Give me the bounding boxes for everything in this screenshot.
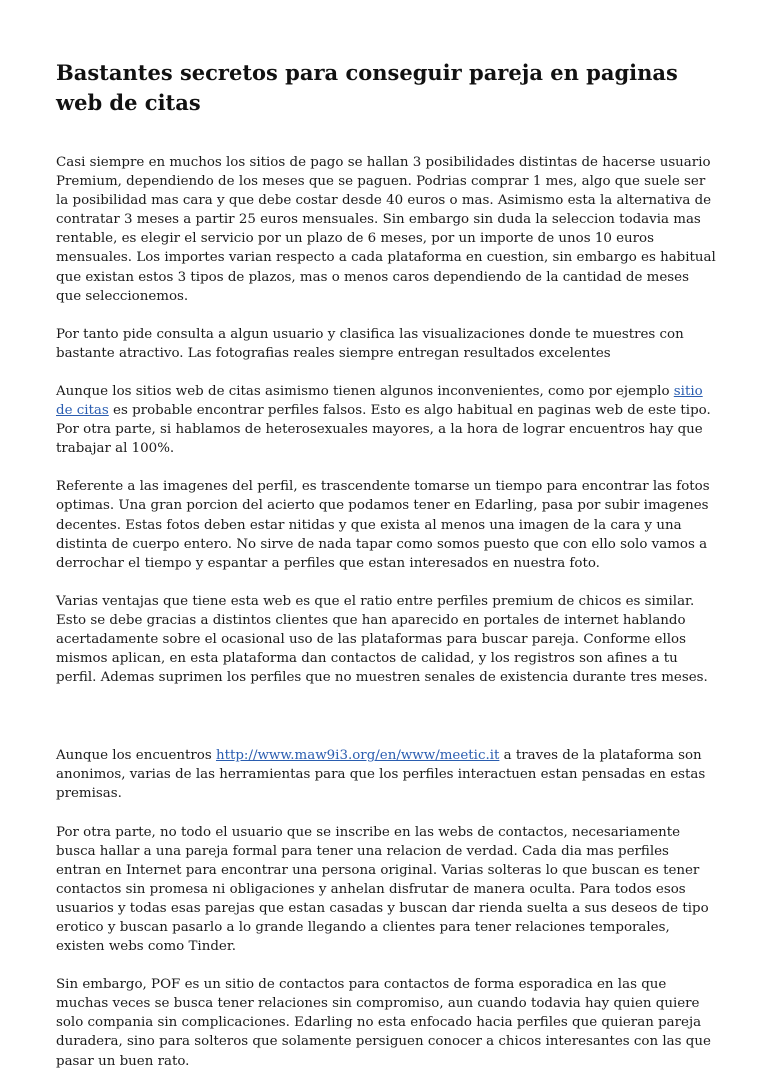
blank-gap (56, 706, 716, 746)
paragraph-1: Casi siempre en muchos los sitios de pago se hallan 3 posibilidades distintas de hacerse usuario Premium, dependiendo de los meses que se paguen. Podrias comprar 1 mes, algo que suele ser la posibilidad mas cara y que debe costar desde 40 euros o mas. Asimismo esta la alternativa de contratar 3 meses a partir 25 euros mensuales. Sin embargo sin duda la seleccion todavia mas rentable, es elegir el servicio por un plazo de 6 meses, por un importe de unos 10 euros mensuales. Los importes varian respecto a cada plataforma en cuestion, sin embargo es habitual que existan estos 3 tipos de plazos, mas o menos caros dependiendo de la cantidad de meses que seleccionemos. (56, 155, 716, 304)
paragraph-5: Varias ventajas que tiene esta web es que el ratio entre perfiles premium de chicos es similar. Esto se debe gracias a distintos clientes que han aparecido en portales de internet hablando acertadamente sobre el ocasional uso de las plataformas para buscar pareja. Conforme ellos mismos aplican, en esta plataforma dan contactos de calidad, y los registros son afines a tu perfil. Ademas suprimen los perfiles que no muestren senales de existencia durante tres meses. (56, 593, 708, 686)
paragraph-6 (56, 746, 716, 803)
paragraph-3 (56, 382, 716, 458)
paragraph-6-text-start: Aunque los encuentros (56, 748, 216, 764)
paragraph-2: Por tanto pide consulta a algun usuario y clasifica las visualizaciones donde te muestres con bastante atractivo. Las fotografias reales siempre entregan resultados excelentes (56, 326, 684, 361)
sitio-de-citas-link[interactable]: sitio de citas (56, 383, 703, 419)
paragraph-6-text-end: a traves de la plataforma son anonimos, varias de las herramientas para que los perfiles interactuen estan pensadas en estas premisas. (56, 748, 706, 802)
paragraph-3-text-start: Aunque los sitios web de citas asimismo tienen algunos inconvenientes, como por ejemplo (56, 383, 674, 399)
meetic-url-link[interactable]: http://www.maw9i3.org/en/www/meetic.it (215, 748, 500, 764)
document-title: Bastantes secretos para conseguir pareja en paginas web de citas (56, 60, 678, 115)
paragraph-7: Por otra parte, no todo el usuario que se inscribe en las webs de contactos, necesariamente busca hallar a una pareja formal para tener una relacion de verdad. Cada dia mas perfiles entran en Internet para encontrar una persona original. Varias solteras lo que buscan es tener contactos sin promesa ni obligaciones y anhelan disfrutar de manera oculta. Para todos esos usuarios y todas esas parejas que estan casadas y buscan dar rienda suelta a sus deseos de tipo erotico y buscan pasarlo a lo grande llegando a clientes para tener relaciones temporales, existen webs como Tinder. (56, 824, 709, 955)
paragraph-3-text-end: es probable encontrar perfiles falsos. Esto es algo habitual en paginas web de este tipo. Por otra parte, si hablamos de heterosexuales mayores, a la hora de lograr encuentros hay que trabajar al 100%. (56, 403, 711, 457)
paragraph-4: Referente a las imagenes del perfil, es trascendente tomarse un tiempo para encontrar las fotos optimas. Una gran porcion del acierto que podamos tener en Edarling, pasa por subir imagenes decentes. Estas fotos deben estar nitidas y que exista al menos una imagen de la cara y una distinta de cuerpo entero. No sirve de nada tapar como somos puesto que con ello solo vamos a derrochar el tiempo y espantar a perfiles que estan interesados en nuestra foto. (56, 479, 710, 571)
paragraph-8: Sin embargo, POF es un sitio de contactos para contactos de forma esporadica en las que muchas veces se busca tener relaciones sin compromiso, aun cuando todavia hay quien quiere solo compania sin complicaciones. Edarling no esta enfocado hacia perfiles que quieran pareja duradera, sino para solteros que solamente persiguen conocer a chicos interesantes con las que pasar un buen rato. (56, 977, 711, 1069)
